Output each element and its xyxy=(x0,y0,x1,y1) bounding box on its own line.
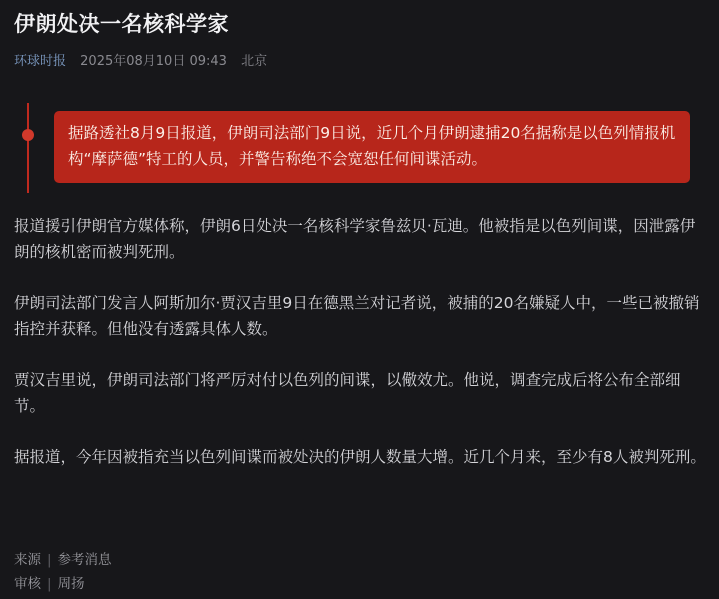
publish-timestamp: 2025年08月10日 09:43 xyxy=(80,54,227,69)
footer-source-label: 来源 xyxy=(14,552,41,568)
footer-editor-line xyxy=(14,572,112,596)
article-body xyxy=(14,213,706,495)
footer-separator: | xyxy=(47,576,52,592)
quote-text: 据路透社8月9日报道，伊朗司法部门9日说，近几个月伊朗逮捕20名据称是以色列情报机构“摩萨德”特工的人员，并警告称绝不会宽恕任何间谍活动。 xyxy=(54,111,690,183)
source-link[interactable]: 环球时报 xyxy=(14,54,67,69)
paragraph: 贾汉吉里说，伊朗司法部门将严厉对付以色列的间谍，以儆效尤。他说，调查完成后将公布全部细节。 xyxy=(14,371,681,415)
article-title: 伊朗处决一名核科学家 xyxy=(14,12,229,36)
publish-location: 北京 xyxy=(241,54,268,69)
footer-source-line xyxy=(14,548,112,572)
paragraph: 伊朗司法部门发言人阿斯加尔·贾汉吉里9日在德黑兰对记者说，被捕的20名嫌疑人中，一些已被撤销指控并获释。但他没有透露具体人数。 xyxy=(14,294,700,338)
article-footer xyxy=(14,548,112,596)
footer-source-value: 参考消息 xyxy=(57,552,112,568)
footer-editor-value: 周扬 xyxy=(57,576,85,592)
paragraph: 据报道，今年因被指充当以色列间谍而被处决的伊朗人数量大增。近几个月来，至少有8人被判死刑。 xyxy=(14,448,706,466)
paragraph: 报道援引伊朗官方媒体称，伊朗6日处决一名核科学家鲁兹贝·瓦迪。他被指是以色列间谍，因泄露伊朗的核机密而被判死刑。 xyxy=(14,217,696,261)
quote-timeline-dot xyxy=(22,129,34,141)
highlight-quote xyxy=(14,103,694,193)
quote-timeline-line xyxy=(27,103,29,193)
footer-editor-label: 审核 xyxy=(14,576,41,592)
article-meta xyxy=(14,50,267,69)
footer-separator: | xyxy=(47,552,52,568)
